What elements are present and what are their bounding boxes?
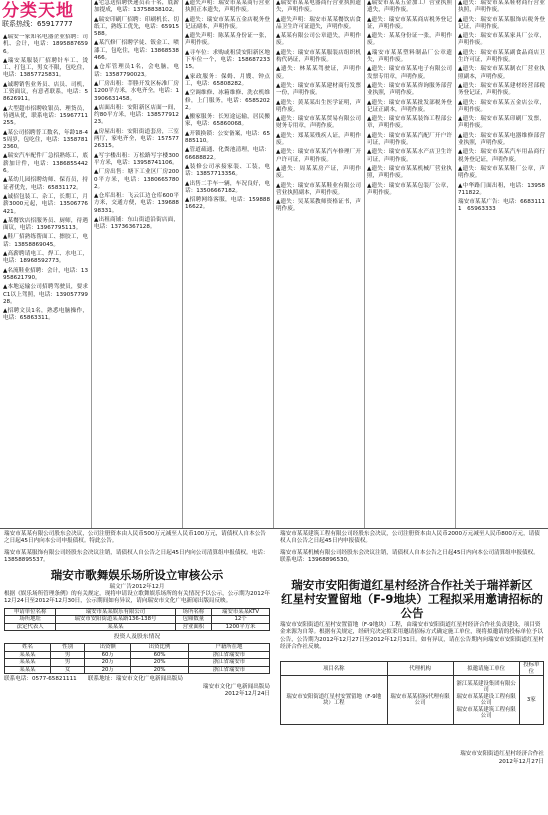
- classified-ad: ▲遗失：瑞安市某某咨询服务部营业执照，声明作废。: [367, 82, 452, 97]
- classified-ad: ▲遗失：瑞安市某某包装厂公章，声明作废。: [367, 182, 452, 196]
- table-cell: 浙江省瑞安市: [188, 659, 269, 667]
- notice-signature: 瑞安市安阳街道红星村经济合作社: [460, 751, 544, 758]
- notice-contact: 联系电话：0577-65821111 联系地址：瑞安市文化广电新闻出版局: [4, 676, 183, 683]
- classified-ad: ▲遗失：瑞安市某某副食品商店卫生许可证，声明作废。: [458, 49, 545, 64]
- table-row: [5, 623, 270, 631]
- table-header: 项目名称: [281, 662, 388, 676]
- table-cell: 3家: [519, 676, 543, 725]
- table-cell: 瑞安市某某招标代理有限公司: [387, 676, 453, 725]
- bidder-table: [280, 661, 544, 725]
- classified-ad: ▲管道疏通、化粪池清理，电话：66688822。: [185, 147, 270, 161]
- classified-ad: ▲某汽修厂招聘学徒、钣金工、喷漆工，包吃住，电话：13868538466。: [94, 40, 179, 62]
- classified-ad: ▲瑞安某服装厂招聘针车工、烫工、打包工，男女不限，包吃住，电话：13857725831。: [3, 57, 88, 79]
- classified-ad: ▲仓库出租：飞云江边仓库600平方米，交通方便，电话：13968898331。: [94, 193, 179, 214]
- classified-ad: ▲宅急送招聘快递员若干名，底薪加提成，电话：13758838102。: [94, 0, 179, 14]
- table-header: 姓名: [5, 644, 51, 652]
- classified-ad: ▲瑞安一家知名电器企业招聘：司机、会计，电话：18958876596。: [3, 34, 88, 55]
- classified-ad: ▲瑞安印刷厂招聘：印刷机长、切纸工，熟练工优先，电话：65915588。: [94, 16, 179, 38]
- table-cell: 申请单位名称: [5, 608, 56, 616]
- classified-ad: ▲遗失：瑞安市某某鞋材商行营业执照，声明作废。: [458, 0, 545, 14]
- classified-ad: ▲遗失：瑞安市某某批发部税务登记证正副本，声明作废。: [367, 99, 452, 113]
- table-header: 投标单位: [519, 662, 543, 676]
- classified-ad: ▲大型超市招聘收银员、理货员，待遇从优，联系电话：15967711255。: [3, 105, 88, 127]
- table-cell: 包厢数量: [175, 616, 212, 624]
- table-cell: 某某某: [56, 623, 175, 631]
- classified-ad: ▲遗失：黄某某出生医学证明，声明作废。: [276, 99, 361, 113]
- table-cell: 20%: [131, 666, 189, 674]
- section-title: 分类天地: [2, 1, 74, 21]
- table-cell: 场所地址: [5, 616, 56, 624]
- classified-ad: ▲瑞安市某某五金加工厂营业执照遗失，声明作废。: [367, 0, 452, 14]
- classified-ad: 瑞安市某某广告：电话：66831111 65963333: [458, 199, 545, 213]
- classified-ad: ▲遗失：瑞安市某某制衣厂营业执照副本，声明作废。: [458, 66, 545, 80]
- classified-ad: ▲某餐饮店招服务员、厨师，待遇面议，电话：13967795113。: [3, 217, 88, 232]
- applicant-table: [4, 608, 270, 632]
- table-header: 户籍所在地: [188, 644, 269, 652]
- classified-ad: ▲店面出租：安阳新区店面一间，约80平方米，电话：13857791223。: [94, 104, 179, 126]
- classified-ad: ▲遗失：周某某房产证，声明作废。: [276, 165, 361, 180]
- classified-ad: ▲瑞安市某某塑料制品厂公章遗失，声明作废。: [367, 49, 452, 64]
- column-divider: [455, 0, 456, 528]
- classified-ad: ▲遗失：瑞安市某某鞋业有限公司营业执照副本，声明作废。: [276, 182, 361, 196]
- classified-ad: ▲搬家服务：长短途运输，居民搬家，电话：65860068。: [185, 114, 270, 128]
- table-cell: 60万: [85, 651, 131, 659]
- classified-ad: ▲瑞安市某某电器商行营业执照遗失，声明作废。: [276, 0, 361, 14]
- classified-ad: ▲家政服务：保姆、月嫂、钟点工，电话：65808282。: [185, 73, 270, 87]
- classified-ad: ▲空调维修、冰箱维修、洗衣机维修，上门服务，电话：65852022。: [185, 90, 270, 111]
- classified-ad: ▲遗失：瑞安市某某印刷厂发票，声明作废。: [458, 116, 545, 130]
- table-header: 出资额: [85, 644, 131, 652]
- classified-column-3: [185, 0, 270, 528]
- classified-ad: ▲诚聘销售业务员、店员、司机，工资面议，有意者联系，电话：58626911。: [3, 81, 88, 103]
- table-cell: 瑞安市安阳街道某某路136-138号: [56, 616, 175, 624]
- table-cell: 场所名称: [175, 608, 212, 616]
- column-divider: [273, 0, 274, 528]
- notice-snippet: 瑞安市某某有限公司股东会决议，公司注册资本由人民币500万元减至人民币100万元，请债权人自本公告之日起45日内向本公司申报债权。特此公告。: [4, 531, 266, 545]
- classified-ad: ▲遗失：瑞安市某某五金店税务登记证副本，声明作废。: [185, 16, 270, 30]
- column-divider: [91, 0, 92, 528]
- table-cell: 20%: [131, 659, 189, 667]
- table-cell: 浙江省瑞安市: [188, 651, 269, 659]
- table-cell: 某某某: [5, 651, 51, 659]
- table-header: 性别: [50, 644, 84, 652]
- classified-column-6: [458, 0, 545, 528]
- classified-ad: ▲遗失：瑞安市某某服装店组织机构代码证，声明作废。: [276, 49, 361, 64]
- classified-column-5: [367, 0, 452, 528]
- notice-signature: 瑞安市文化广电新闻出版局: [202, 683, 270, 690]
- table-cell: 60%: [131, 651, 189, 659]
- classified-ad: ▲遗失：吴某某教师资格证书，声明作废。: [276, 199, 361, 213]
- classified-ad: ▲遗失：瑞安市某某贸易有限公司财务专用章，声明作废。: [276, 116, 361, 130]
- classified-ad: ▲中华路门面出租，电话：13958711822。: [458, 182, 545, 196]
- notice-date-line: 瑞文广告2012年12月: [109, 584, 165, 591]
- table-cell: 1200平方米: [212, 623, 270, 631]
- classified-ad: ▲厂房出售：塘下工业区厂房2000平方米，电话：13806657802。: [94, 169, 179, 190]
- classified-ad: ▲遗失：瑞安市某某五金店公章，声明作废。: [458, 99, 545, 113]
- table-cell: 某某某: [5, 666, 51, 674]
- classified-ad: ▲遗失：瑞安市某某汽车修理厂开户许可证，声明作废。: [276, 149, 361, 163]
- table-cell: 浙江省瑞安市: [188, 666, 269, 674]
- classified-ad: ▲名流鞋业招聘：会计，电话：13958621790。: [3, 267, 88, 281]
- table-header: 代理机构: [387, 662, 453, 676]
- table-cell: 营业面积: [175, 623, 212, 631]
- classified-ad: ▲遗失：瑞安市某某家具厂公章，声明作废。: [458, 33, 545, 47]
- classified-ad: ▲开锁换锁：公安备案，电话：65885110。: [185, 130, 270, 145]
- classified-ad: ▲房屋出租：安阳街道套房，三室两厅，家电齐全，电话：15757726315。: [94, 128, 179, 150]
- investor-table: [4, 643, 270, 674]
- table-cell: 20万: [85, 666, 131, 674]
- classified-ad: ▲出租商铺：东山街道沿街店面，电话：13736367128。: [94, 217, 179, 231]
- classified-ad: ▲招聘文员1名，熟悉电脑操作，电话：65863311。: [3, 308, 88, 322]
- classified-ad: ▲某公司招聘普工数名，年龄18-45周岁，包吃住，电话：13587812360。: [3, 129, 88, 151]
- classified-ad: ▲遗失：瑞安市某某水产店卫生许可证，声明作废。: [367, 149, 452, 163]
- table-caption: 投资人及股东情况: [113, 634, 161, 641]
- classified-ad: ▲遗失：瑞安市某某服饰店税务登记证，声明作废。: [458, 16, 545, 30]
- classified-column-1: [3, 34, 88, 528]
- classified-ad: ▲某幼儿园招聘幼师、保育员，持证者优先，电话：65831172。: [3, 177, 88, 191]
- table-cell: 瑞安市某某KTV: [212, 608, 270, 616]
- notice-intro: 根据《娱乐场所管理条例》的有关规定，现将申请设立歌舞娱乐场所的有关情况予以公示，公示期为2012年12月24日至2012年12月30日，公示期间如有异议，请向瑞安市文化广电新闻出版局反映。: [4, 591, 270, 605]
- classified-ad: ▲遗失：瑞安市某某建材商行发票一份，声明作废。: [276, 82, 361, 97]
- table-cell: 20万: [85, 659, 131, 667]
- classified-ad: ▲遗失声明：陈某某身份证一张，声明作废。: [185, 33, 270, 47]
- classified-ad: ▲本地运输公司招聘驾驶员，要求C1以上驾照，电话：13905779928。: [3, 284, 88, 305]
- classified-ad: ▲遗失声明：瑞安市某某商行营业执照正本遗失，声明作废。: [185, 0, 270, 14]
- classified-ad: ▲瑞安汽车配件厂急招熟练工，底薪加计件，电话：13868554426。: [3, 153, 88, 175]
- hotline-text: 联系热线：65917777: [2, 20, 73, 28]
- table-cell: 12个: [212, 616, 270, 624]
- table-cell: 浙江某某建设集团有限公司 瑞安市某某建设工程有限公司 瑞安市某某建筑工程有限公司: [453, 676, 519, 725]
- classified-ad: ▲遗失：瑞安市某某机械厂营业执照，声明作废。: [367, 165, 452, 180]
- classified-ad: ▲遗失：瑞安市某某商店税务登记证，声明作废。: [367, 16, 452, 30]
- classified-ad: ▲遗失：林某某驾驶证，声明作废。: [276, 66, 361, 80]
- classified-column-2: [94, 0, 179, 528]
- classified-ad: ▲出售二手车一辆，车况良好，电话：13506667182。: [185, 180, 270, 194]
- section-divider: [0, 528, 548, 529]
- notice-body: 瑞安市安阳街道红星村安置留地（F-9地块）工程，由瑞安市安阳街道红星村经济合作社负责建设，项目资金来源为自筹。根据有关规定，经研究决定拟采用邀请招标方式确定施工单位，现将拟邀请的投标单位予以公告，公告期为2012年12月27日至2012年12月31日。如有异议，请在公告期内向瑞安市安阳街道红星村经济合作社反映。: [280, 622, 544, 651]
- notice-snippet: 瑞安市某某建筑工程有限公司经股东会决议，公司注册资本由人民币2000万元减至人民币800万元，请债权人自公告之日起45日内申报债权。: [280, 531, 540, 545]
- table-cell: 瑞安市安阳街道红星村安置留地（F-9地块）工程: [281, 676, 388, 725]
- table-cell: 男: [50, 659, 84, 667]
- classified-ad: ▲遗失：某某身份证一张，声明作废。: [367, 33, 452, 47]
- classified-ad: ▲遗失：瑞安市某某装饰工程部公章，声明作废。: [367, 116, 452, 130]
- classified-column-4: [276, 0, 361, 528]
- table-cell: 某某某: [5, 659, 51, 667]
- table-header: 拟邀请施工单位: [453, 662, 519, 676]
- notice-snippet: 瑞安市某某服饰有限公司经股东会决议注销，请债权人自公告之日起45日内向公司清算组申报债权。电话：13858895537。: [4, 549, 269, 563]
- table-row: [281, 676, 544, 725]
- table-cell: 瑞安市某某娱乐有限公司: [56, 608, 175, 616]
- classified-ad: ▲装修公司承接家装、工装，电话：13857713356。: [185, 163, 270, 178]
- column-divider: [364, 0, 365, 528]
- classified-ad: ▲遗失：瑞安市某某建材经营部税务登记证，声明作废。: [458, 82, 545, 97]
- classified-ad: ▲诚招包装工、杂工，长期工，月薪3000元起，电话：13506776421。: [3, 193, 88, 215]
- classified-ad: ▲招聘网络客服，电话：15988816622。: [185, 197, 270, 211]
- classified-ad: ▲鞋厂招熟练帮面工、擦胶工，电话：13858869045。: [3, 234, 88, 248]
- table-header: 出资比例: [131, 644, 189, 652]
- right-notice-block: [280, 531, 544, 766]
- classified-ad: ▲寻车位：求购或租赁安阳新区地下车位一个，电话：15868723315。: [185, 49, 270, 71]
- notice-title-line-2: 红星村安置留地（F-9地块）工程拟采用邀请招标的公告: [281, 592, 543, 621]
- table-cell: 男: [50, 651, 84, 659]
- column-divider: [182, 0, 183, 528]
- table-row: [5, 666, 270, 674]
- table-row: [5, 659, 270, 667]
- table-row: [5, 651, 270, 659]
- classified-ad: ▲遗失：瑞安市某某汽配厂开户许可证，声明作废。: [367, 132, 452, 147]
- notice-date: 2012年12月27日: [498, 758, 544, 765]
- table-cell: 法定代表人: [5, 623, 56, 631]
- notice-snippet: 瑞安市某某机械有限公司经股东会决议注销，请债权人自本公告之日起45日内向本公司清算组申报债权。联系电话：13968896530。: [280, 549, 539, 563]
- classified-ad: ▲遗失：瑞安市某某汽车用品商行税务登记证，声明作废。: [458, 149, 545, 163]
- classified-ad: ▲高薪聘请电工、焊工、水电工，电话：18968592773。: [3, 251, 88, 265]
- classified-ad: ▲遗失：郑某某残疾人证，声明作废。: [276, 132, 361, 147]
- table-row: [5, 616, 270, 624]
- classified-ad: ▲写字楼出租：万松路写字楼300平方米，电话：13958741106。: [94, 152, 179, 166]
- classified-ad: ▲遗失声明：瑞安市某某餐饮店食品卫生许可证遗失，声明作废。: [276, 16, 361, 30]
- classified-ad: ▲遗失：瑞安市某某电子有限公司发票专用章，声明作废。: [367, 66, 452, 80]
- left-notice-block: [4, 531, 270, 698]
- classified-ad: ▲厂房出租：莘塍开发区标准厂房1200平方米，水电齐全，电话：13906631458。: [94, 80, 179, 102]
- notice-title: 瑞安市歌舞娱乐场所设立审核公示: [50, 568, 224, 583]
- classified-ad: ▲某某有限公司公章遗失，声明作废。: [276, 33, 361, 47]
- table-cell: 女: [50, 666, 84, 674]
- classified-ad: ▲仓库管理员1名，会电脑，电话：13587790023。: [94, 64, 179, 78]
- notice-date: 2012年12月24日: [224, 690, 270, 697]
- classified-ad: ▲遗失：瑞安市某某电器维修部营业执照，声明作废。: [458, 132, 545, 147]
- classified-ad: ▲遗失：瑞安市某某鞋厂公章，声明作废。: [458, 165, 545, 180]
- notice-title-line-1: 瑞安市安阳街道红星村经济合作社关于瑞祥新区: [291, 578, 533, 593]
